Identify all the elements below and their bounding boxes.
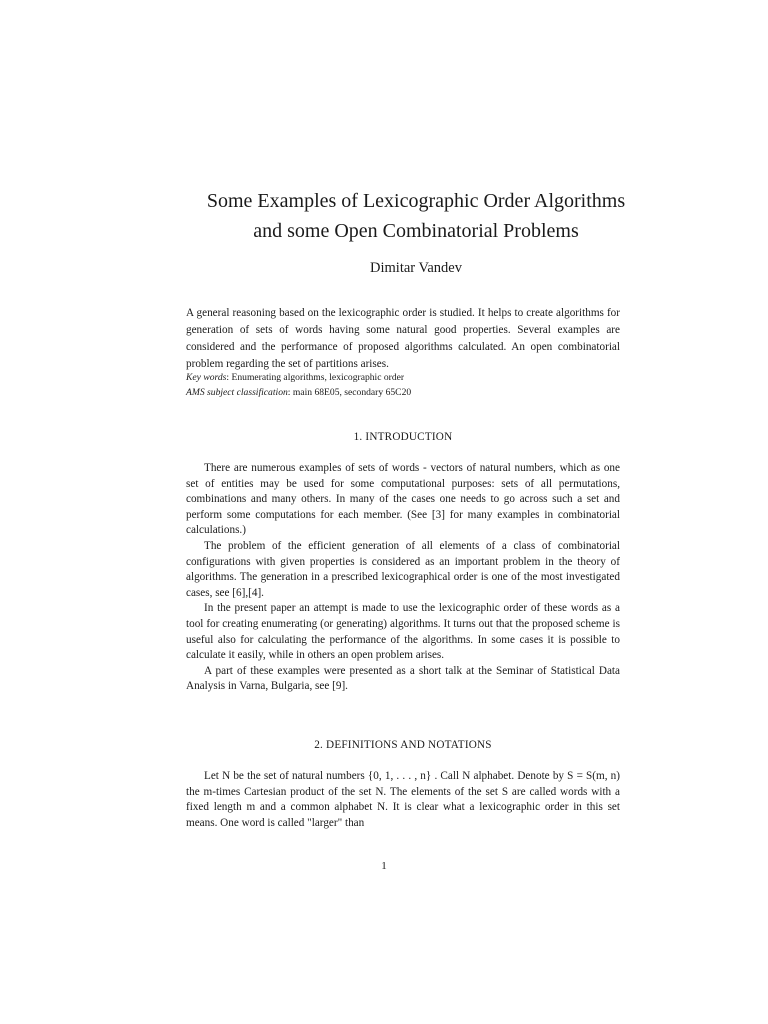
ams-classification-line <box>186 386 620 400</box>
section-heading-definitions: 2. DEFINITIONS AND NOTATIONS <box>314 739 492 751</box>
abstract: A general reasoning based on the lexicographic order is studied. It helps to create algorithms for generation of sets of words having some natural good properties. Several examples are considered and the performance of proposed algorithms calculated. An open combinatorial problem regarding the set of partitions arises. <box>186 307 620 370</box>
paragraph: Let N be the set of natural numbers {0, 1, . . . , n} . Call N alphabet. Denote by S = S(m, n) the m-times Cartesian product of the set N. The elements of the set S are called words with a fixed length m and a common alphabet N. It is clear what a lexicographic order in this set means. One word is called "larger" than <box>186 770 620 829</box>
section-heading-introduction: 1. INTRODUCTION <box>353 431 453 443</box>
paragraph: A part of these examples were presented as a short talk at the Seminar of Statistical Data Analysis in Varna, Bulgaria, see [9]. <box>186 664 620 693</box>
ams-label: AMS subject classification <box>186 387 288 398</box>
paragraph: There are numerous examples of sets of words - vectors of natural numbers, which as one set of entities may be used for some computational purposes: sets of all permutations, combinations and many others. In many of the cases one needs to go across such a set and perform some computations for each member. (See [3] for many examples in combinatorial calculations.) <box>186 462 620 537</box>
paragraph: The problem of the efficient generation of all elements of a class of combinatorial configurations with given properties is considered as an important problem in the theory of algorithms. The generation in a prescribed lexicographical order is one of the most investigated cases, see [6],[4]. <box>186 539 620 599</box>
title-line-1: Some Examples of Lexicographic Order Algorithms <box>206 190 626 212</box>
title-line-2: and some Open Combinatorial Problems <box>253 220 579 242</box>
paper-title <box>140 186 692 246</box>
page-number: 1 <box>381 860 387 872</box>
paragraph: In the present paper an attempt is made to use the lexicographic order of these words as a tool for creating enumerating (or generating) algorithms. It turns out that the proposed scheme is useful also for calculating the performance of the algorithms. In some cases it is possible to calculate it easily, while in others an open problem arises. <box>186 602 620 662</box>
definitions-body <box>186 769 620 831</box>
keywords-text: : Enumerating algorithms, lexicographic order <box>226 372 405 383</box>
author-name: Dimitar Vandev <box>370 260 462 276</box>
ams-text: : main 68E05, secondary 65C20 <box>287 387 412 398</box>
introduction-body <box>186 461 620 695</box>
keywords-line <box>186 371 620 385</box>
keywords-label: Key words <box>186 372 227 383</box>
